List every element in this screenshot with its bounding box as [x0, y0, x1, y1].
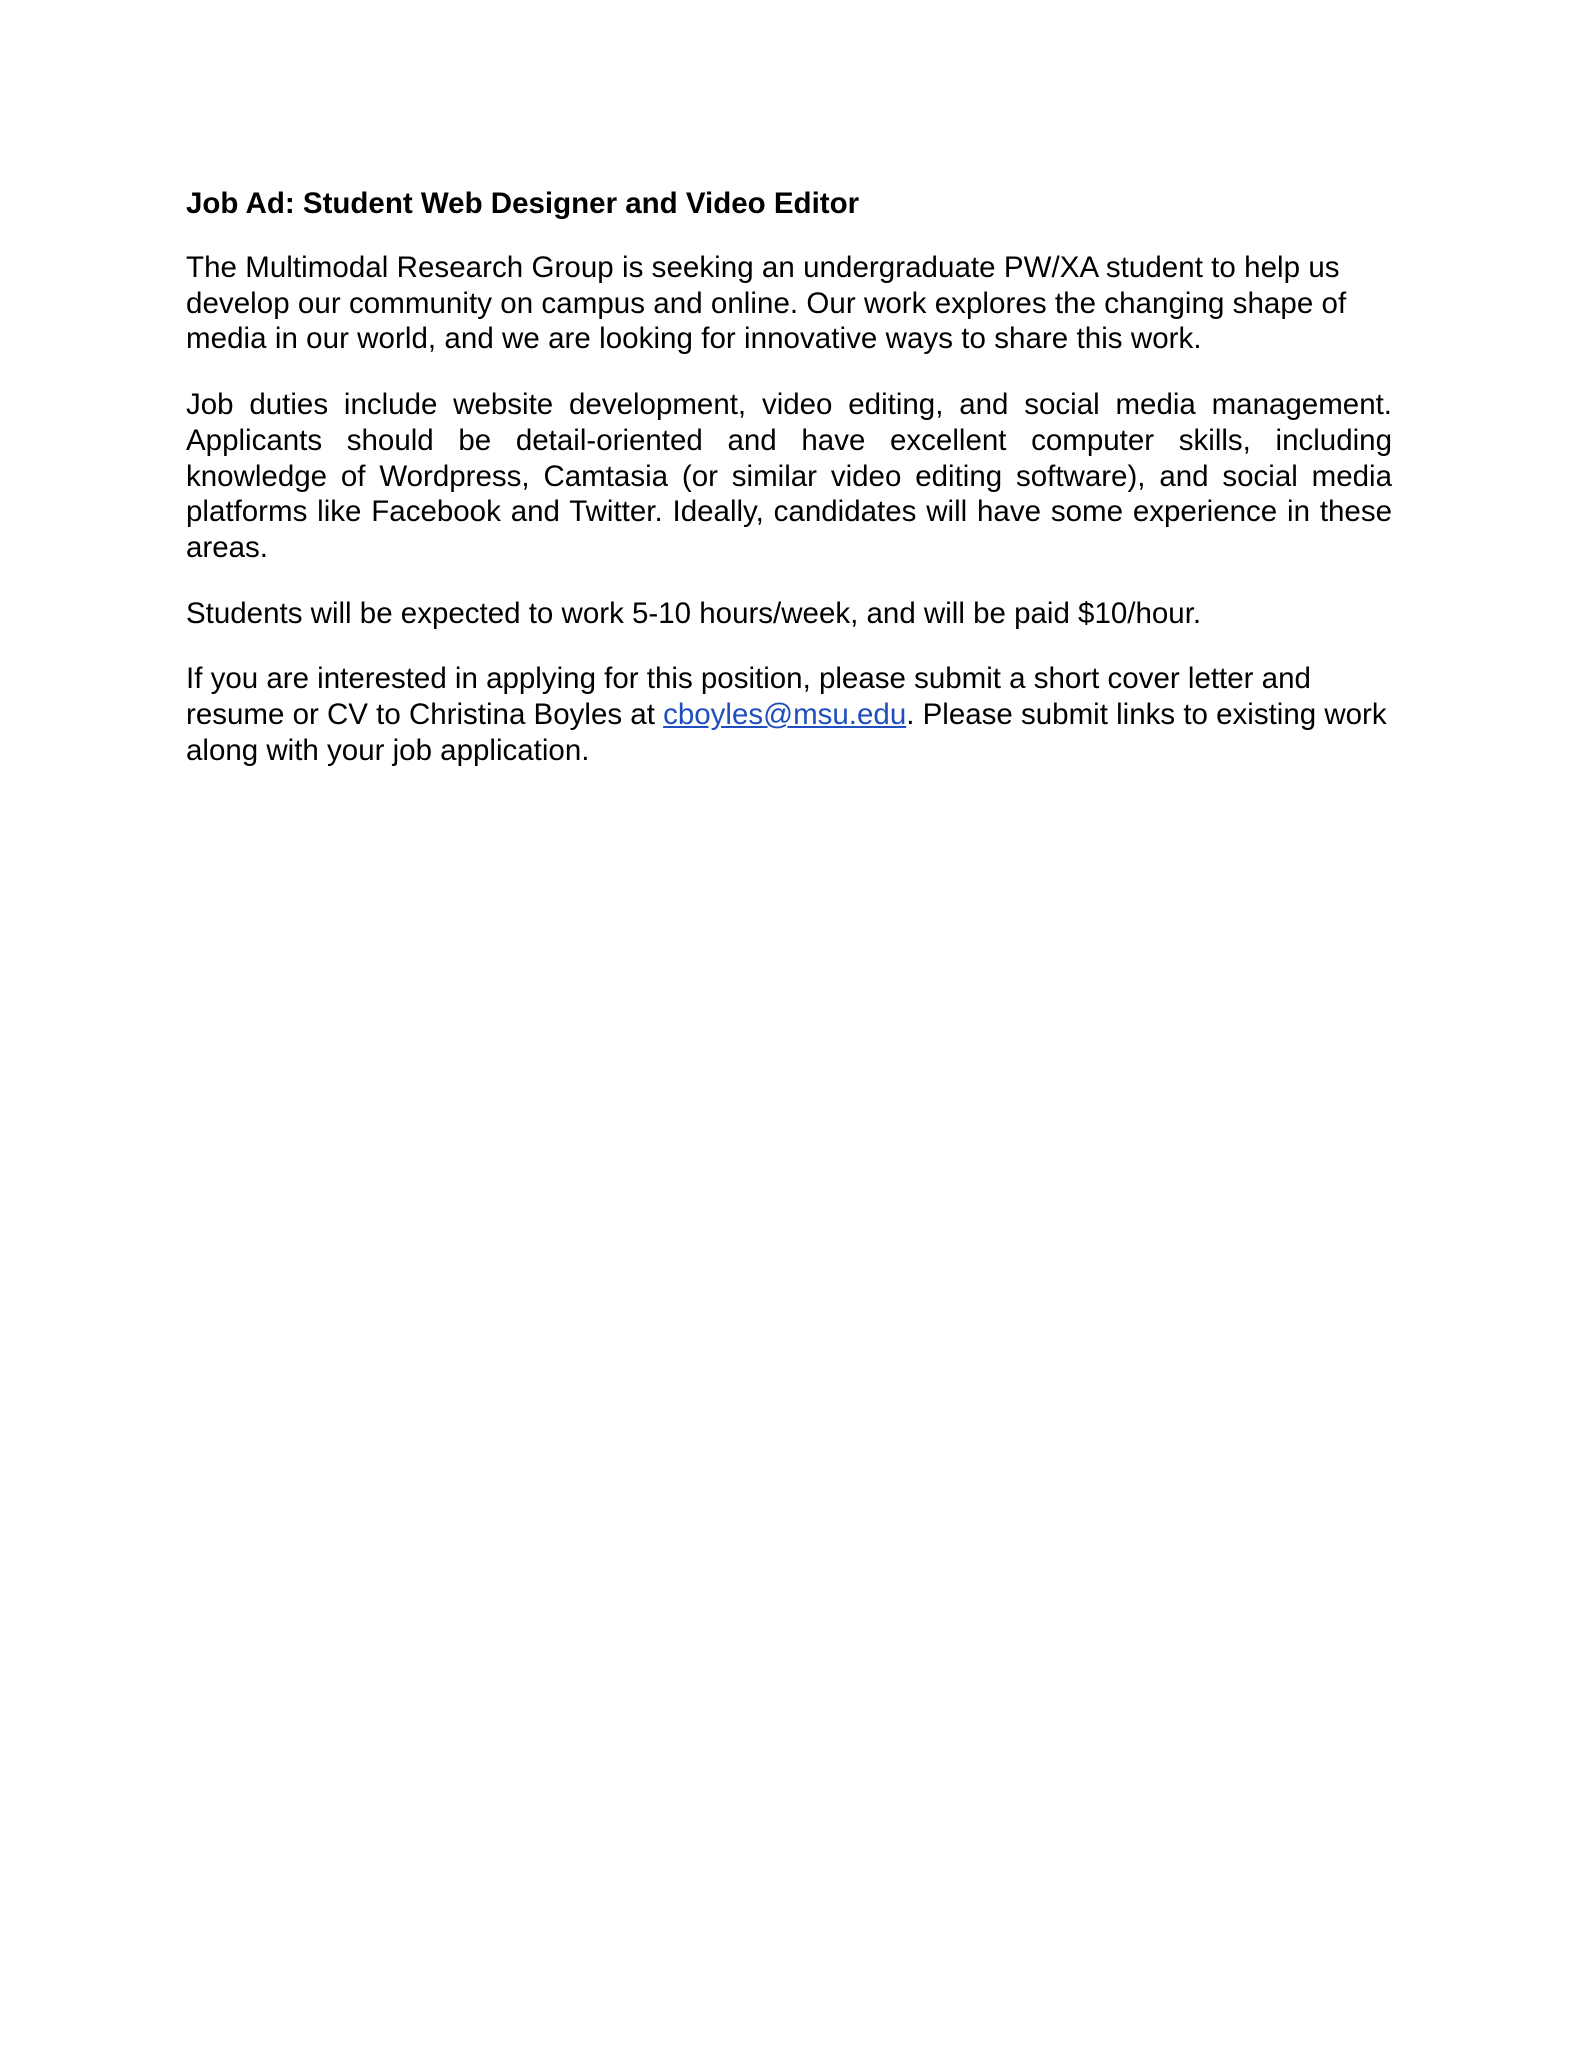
application-text-end: . Please submit links to existing work along with your job application. — [186, 698, 1387, 767]
application-text-start: If you are interested in applying for this position, please submit a short cover letter and resume or CV to Christina Boyles at — [186, 662, 1311, 732]
intro-paragraph: The Multimodal Research Group is seeking an undergraduate PW/XA student to help us develop our community on campus and online. Our work explores the changing shape of media in our world, and we are looking for innovative ways to share this work. — [186, 251, 1347, 356]
application-paragraph — [186, 661, 1392, 768]
hours-pay-paragraph: Students will be expected to work 5-10 hours/week, and will be paid $10/hour. — [186, 596, 1202, 630]
document-body — [186, 186, 1392, 798]
email-link[interactable]: cboyles@msu.edu — [663, 698, 907, 732]
job-duties-paragraph: Job duties include website development, video editing, and social media management. Applicants should be detail-oriented and have excellent computer skills, including knowledge of Wordpress, Camtasia (or similar video editing software), and social media platforms like Facebook and Twitter. Ideally, candidates will have some experience in these areas. — [186, 388, 1392, 564]
job-ad-title: Job Ad: Student Web Designer and Video Editor — [186, 187, 860, 220]
